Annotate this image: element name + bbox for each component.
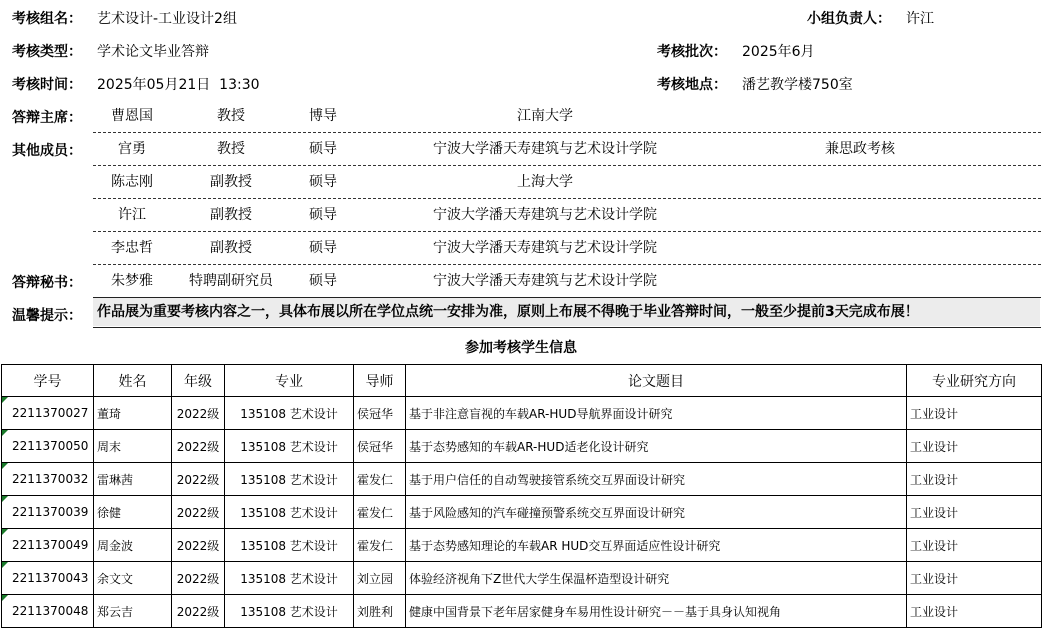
student-grade: 2022级 bbox=[172, 430, 225, 463]
research-direction: 工业设计 bbox=[907, 496, 1042, 529]
type-value: 学术论文毕业答辩 bbox=[97, 44, 209, 60]
member-name: 曹恩国 bbox=[111, 108, 153, 124]
green-corner-marker-icon bbox=[2, 562, 8, 568]
student-advisor: 霍发仁 bbox=[354, 463, 406, 496]
place-label: 考核地点： bbox=[657, 77, 727, 93]
student-advisor: 刘胜利 bbox=[354, 595, 406, 628]
research-direction: 工业设计 bbox=[907, 529, 1042, 562]
member-role: 硕导 bbox=[309, 273, 337, 289]
student-major: 135108 艺术设计 bbox=[225, 562, 354, 595]
student-id-cell bbox=[2, 430, 94, 463]
student-id-cell bbox=[2, 529, 94, 562]
committee-row bbox=[0, 133, 1042, 166]
green-corner-marker-icon bbox=[2, 595, 8, 601]
member-title: 副教授 bbox=[210, 240, 252, 256]
student-grade: 2022级 bbox=[172, 529, 225, 562]
research-direction: 工业设计 bbox=[907, 430, 1042, 463]
batch-label: 考核批次： bbox=[657, 44, 727, 60]
student-id-cell bbox=[2, 496, 94, 529]
student-grade: 2022级 bbox=[172, 397, 225, 430]
leader-label: 小组负责人： bbox=[807, 11, 891, 27]
member-role: 硕导 bbox=[309, 141, 337, 157]
thesis-title: 基于非注意盲视的车载AR-HUD导航界面设计研究 bbox=[406, 397, 907, 430]
member-note bbox=[735, 265, 985, 298]
student-name: 董琦 bbox=[94, 397, 172, 430]
research-direction: 工业设计 bbox=[907, 562, 1042, 595]
student-advisor: 侯冠华 bbox=[354, 430, 406, 463]
member-title: 特聘副研究员 bbox=[189, 273, 273, 289]
student-section-title: 参加考核学生信息 bbox=[465, 340, 577, 356]
thesis-title: 基于风险感知的汽车碰撞预警系统交互界面设计研究 bbox=[406, 496, 907, 529]
student-grade: 2022级 bbox=[172, 562, 225, 595]
student-advisor: 刘立园 bbox=[354, 562, 406, 595]
member-note bbox=[735, 232, 985, 265]
green-corner-marker-icon bbox=[2, 463, 8, 469]
green-corner-marker-icon bbox=[2, 529, 8, 535]
member-org: 宁波大学潘天寿建筑与艺术设计学院 bbox=[433, 240, 657, 256]
student-name: 周末 bbox=[94, 430, 172, 463]
type-label: 考核类型： bbox=[12, 44, 82, 60]
time-label: 考核时间： bbox=[12, 77, 82, 93]
member-title: 副教授 bbox=[210, 207, 252, 223]
member-title: 教授 bbox=[217, 108, 245, 124]
student-id: 2211370050 bbox=[12, 439, 89, 453]
student-table bbox=[1, 364, 1042, 628]
member-note bbox=[735, 100, 985, 133]
committee-row bbox=[0, 199, 1042, 232]
student-id: 2211370049 bbox=[12, 538, 89, 552]
student-name: 郑云吉 bbox=[94, 595, 172, 628]
student-grade: 2022级 bbox=[172, 595, 225, 628]
col-header-advisor: 导师 bbox=[354, 365, 406, 397]
member-name: 宫勇 bbox=[118, 141, 146, 157]
student-id: 2211370048 bbox=[12, 604, 89, 618]
member-role: 硕导 bbox=[309, 207, 337, 223]
student-major: 135108 艺术设计 bbox=[225, 430, 354, 463]
student-major: 135108 艺术设计 bbox=[225, 595, 354, 628]
member-title: 教授 bbox=[217, 141, 245, 157]
member-org: 宁波大学潘天寿建筑与艺术设计学院 bbox=[433, 141, 657, 157]
committee-row bbox=[0, 100, 1042, 133]
green-corner-marker-icon bbox=[2, 430, 8, 436]
student-id-cell bbox=[2, 463, 94, 496]
time-value: 2025年05月21日 13:30 bbox=[97, 77, 260, 93]
leader-value: 许江 bbox=[906, 11, 934, 27]
table-row bbox=[2, 595, 1042, 628]
table-row bbox=[2, 430, 1042, 463]
student-id: 2211370032 bbox=[12, 472, 89, 486]
col-header-name: 姓名 bbox=[94, 365, 172, 397]
committee-row bbox=[0, 265, 1042, 298]
student-major: 135108 艺术设计 bbox=[225, 463, 354, 496]
research-direction: 工业设计 bbox=[907, 397, 1042, 430]
student-advisor: 霍发仁 bbox=[354, 529, 406, 562]
student-grade: 2022级 bbox=[172, 496, 225, 529]
notice-label: 温馨提示： bbox=[12, 308, 82, 324]
committee-row bbox=[0, 166, 1042, 199]
member-org: 宁波大学潘天寿建筑与艺术设计学院 bbox=[433, 273, 657, 289]
thesis-title: 基于态势感知理论的车载AR HUD交互界面适应性设计研究 bbox=[406, 529, 907, 562]
member-name: 许江 bbox=[118, 207, 146, 223]
member-role: 博导 bbox=[309, 108, 337, 124]
table-header-row bbox=[2, 365, 1042, 397]
student-advisor: 霍发仁 bbox=[354, 496, 406, 529]
col-header-thesis-title: 论文题目 bbox=[406, 365, 907, 397]
research-direction: 工业设计 bbox=[907, 595, 1042, 628]
place-value: 潘艺教学楼750室 bbox=[742, 77, 853, 93]
batch-value: 2025年6月 bbox=[742, 44, 815, 60]
col-header-major: 专业 bbox=[225, 365, 354, 397]
table-row bbox=[2, 529, 1042, 562]
member-note bbox=[735, 199, 985, 232]
student-name: 周金波 bbox=[94, 529, 172, 562]
green-corner-marker-icon bbox=[2, 496, 8, 502]
student-name: 雷琳茜 bbox=[94, 463, 172, 496]
thesis-title: 基于态势感知的车载AR-HUD适老化设计研究 bbox=[406, 430, 907, 463]
student-name: 余文文 bbox=[94, 562, 172, 595]
chair-label: 答辩主席： bbox=[12, 110, 82, 126]
member-org: 上海大学 bbox=[517, 174, 573, 190]
thesis-title: 基于用户信任的自动驾驶接管系统交互界面设计研究 bbox=[406, 463, 907, 496]
secretary-label: 答辩秘书： bbox=[12, 275, 82, 291]
col-header-student-id: 学号 bbox=[2, 365, 94, 397]
col-header-grade: 年级 bbox=[172, 365, 225, 397]
member-name: 李忠哲 bbox=[111, 240, 153, 256]
green-corner-marker-icon bbox=[2, 397, 8, 403]
member-title: 副教授 bbox=[210, 174, 252, 190]
student-major: 135108 艺术设计 bbox=[225, 529, 354, 562]
col-header-research-direction: 专业研究方向 bbox=[907, 365, 1042, 397]
member-org: 江南大学 bbox=[517, 108, 573, 124]
table-row bbox=[2, 463, 1042, 496]
student-id-cell bbox=[2, 397, 94, 430]
member-note: 兼思政考核 bbox=[825, 141, 895, 157]
member-role: 硕导 bbox=[309, 240, 337, 256]
notice-text: 作品展为重要考核内容之一，具体布展以所在学位点统一安排为准，原则上布展不得晚于毕业答辩时间，一般至少提前3天完成布展！ bbox=[97, 304, 919, 320]
student-id-cell bbox=[2, 595, 94, 628]
member-note bbox=[735, 166, 985, 199]
table-row bbox=[2, 397, 1042, 430]
member-role: 硕导 bbox=[309, 174, 337, 190]
member-name: 朱梦雅 bbox=[111, 273, 153, 289]
student-major: 135108 艺术设计 bbox=[225, 496, 354, 529]
student-id: 2211370039 bbox=[12, 505, 89, 519]
member-name: 陈志刚 bbox=[111, 174, 153, 190]
committee-row bbox=[0, 232, 1042, 265]
research-direction: 工业设计 bbox=[907, 463, 1042, 496]
table-row bbox=[2, 496, 1042, 529]
student-major: 135108 艺术设计 bbox=[225, 397, 354, 430]
student-id-cell bbox=[2, 562, 94, 595]
student-grade: 2022级 bbox=[172, 463, 225, 496]
members-label: 其他成员： bbox=[12, 143, 82, 159]
notice-bottom-rule bbox=[93, 327, 1041, 328]
thesis-title: 健康中国背景下老年居家健身车易用性设计研究－－基于具身认知视角 bbox=[406, 595, 907, 628]
group-value: 艺术设计-工业设计2组 bbox=[97, 11, 237, 27]
student-id: 2211370027 bbox=[12, 406, 89, 420]
student-name: 徐健 bbox=[94, 496, 172, 529]
group-label: 考核组名： bbox=[12, 11, 82, 27]
student-advisor: 侯冠华 bbox=[354, 397, 406, 430]
thesis-title: 体验经济视角下Z世代大学生保温杯造型设计研究 bbox=[406, 562, 907, 595]
member-org: 宁波大学潘天寿建筑与艺术设计学院 bbox=[433, 207, 657, 223]
table-row bbox=[2, 562, 1042, 595]
student-id: 2211370043 bbox=[12, 571, 89, 585]
